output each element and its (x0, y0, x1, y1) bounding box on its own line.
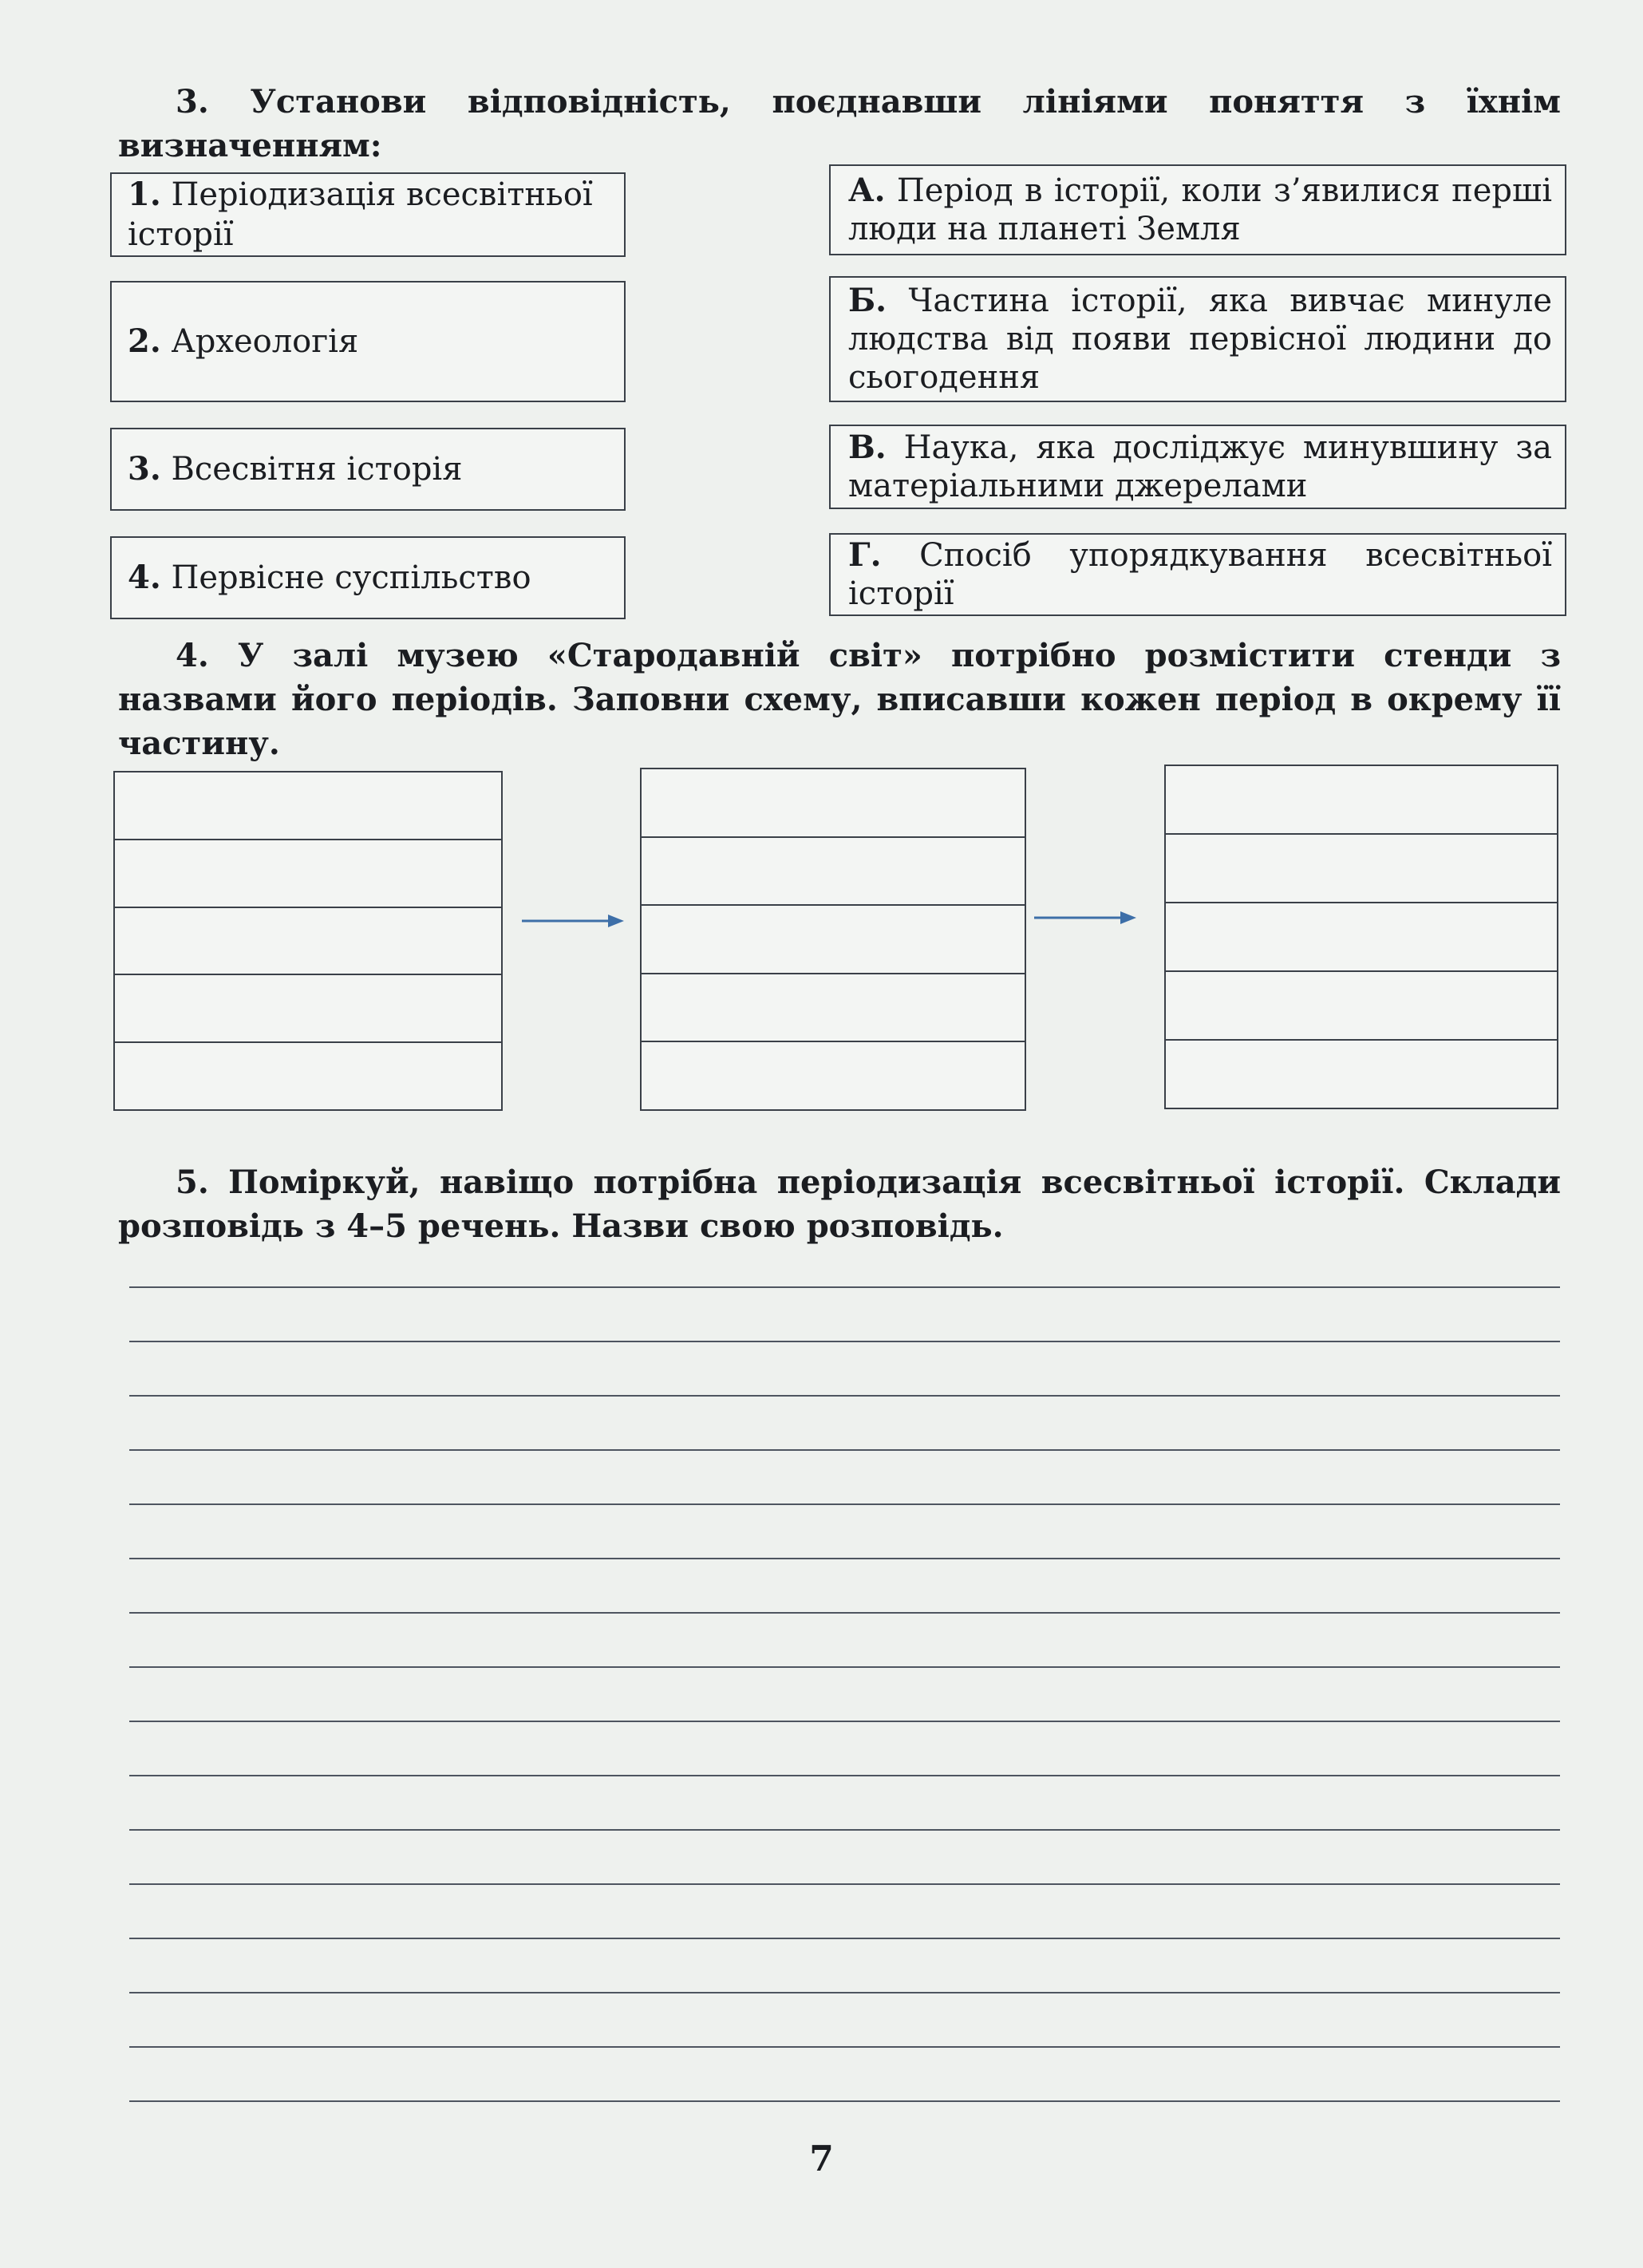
definition-box-g[interactable] (829, 533, 1566, 616)
period-field[interactable] (115, 908, 501, 976)
period-field[interactable] (115, 1043, 501, 1109)
writing-line[interactable] (129, 1721, 1560, 1722)
writing-line[interactable] (129, 2046, 1560, 2048)
task-4-number: 4. (176, 637, 209, 674)
concept-2-label: Археологія (171, 323, 359, 360)
concept-3-number: 3. (128, 450, 161, 488)
task-3-text: Установи відповідність, поєднавши лініями поняття з їхнім визначенням: (118, 83, 1561, 164)
task-5-instruction (118, 1160, 1561, 1248)
writing-line[interactable] (129, 1449, 1560, 1451)
writing-line[interactable] (129, 2100, 1560, 2102)
task-3-number: 3. (176, 83, 209, 121)
period-scheme-1 (113, 771, 503, 1111)
definition-box-v[interactable] (829, 425, 1566, 509)
writing-line[interactable] (129, 1775, 1560, 1776)
definition-a-text: Період в історії, коли з’явилися перші люди на планеті Земля (848, 172, 1553, 247)
period-field[interactable] (642, 974, 1025, 1043)
period-field[interactable] (1166, 972, 1557, 1041)
period-field[interactable] (115, 772, 501, 840)
definition-b-text: Частина історії, яка вивчає минуле людства від появи первісної людини до сьогодення (848, 283, 1553, 396)
concept-2-number: 2. (128, 322, 161, 360)
task-5-number: 5. (176, 1164, 209, 1201)
period-field[interactable] (642, 1042, 1025, 1109)
period-field[interactable] (1166, 1041, 1557, 1108)
period-scheme-2 (640, 768, 1026, 1111)
definition-b-letter: Б. (848, 282, 887, 319)
writing-line[interactable] (129, 1938, 1560, 1939)
concept-4-label: Первісне суспільство (171, 559, 531, 596)
arrow-right-icon (1034, 908, 1138, 927)
writing-line[interactable] (129, 1992, 1560, 1993)
period-field[interactable] (115, 975, 501, 1043)
concept-box-3[interactable] (110, 428, 626, 511)
definition-g-text: Спосіб упорядкування всесвітньої історії (848, 537, 1552, 612)
writing-line[interactable] (129, 1558, 1560, 1559)
period-field[interactable] (642, 838, 1025, 907)
period-field[interactable] (642, 769, 1025, 838)
writing-line[interactable] (129, 1883, 1560, 1885)
task-5-text: Поміркуй, навіщо потрібна періодизація всесвітньої історії. Склади розповідь з 4–5 речень. Назви свою розповідь. (118, 1164, 1561, 1245)
concept-box-2[interactable] (110, 281, 626, 402)
writing-line[interactable] (129, 1666, 1560, 1668)
definition-v-letter: В. (848, 429, 887, 466)
concept-3-label: Всесвітня історія (171, 451, 463, 488)
concept-box-1[interactable] (110, 172, 626, 257)
period-field[interactable] (115, 840, 501, 908)
period-scheme-3 (1164, 765, 1558, 1109)
task-3-instruction (118, 80, 1561, 168)
period-field[interactable] (1166, 766, 1557, 835)
writing-line[interactable] (129, 1395, 1560, 1397)
concept-1-number: 1. (128, 176, 161, 213)
concept-1-label: Періодизація всесвітньої історії (128, 176, 593, 253)
period-field[interactable] (1166, 835, 1557, 903)
writing-line[interactable] (129, 1286, 1560, 1288)
concept-4-number: 4. (128, 559, 161, 596)
task-4-instruction (118, 634, 1561, 765)
writing-line[interactable] (129, 1503, 1560, 1505)
writing-line[interactable] (129, 1612, 1560, 1614)
period-field[interactable] (1166, 903, 1557, 972)
task-4-text: У залі музею «Стародавній світ» потрібно розмістити стенди з назвами його періодів. Заповни схему, вписавши кожен період в окрему її частину. (118, 637, 1561, 762)
definition-box-a[interactable] (829, 164, 1566, 255)
definition-box-b[interactable] (829, 276, 1566, 402)
definition-v-text: Наука, яка досліджує минувшину за матеріальними джерелами (848, 429, 1552, 504)
concept-box-4[interactable] (110, 536, 626, 619)
period-field[interactable] (642, 906, 1025, 974)
definition-g-letter: Г. (848, 536, 882, 574)
arrow-right-icon (522, 911, 626, 931)
writing-line[interactable] (129, 1341, 1560, 1342)
writing-line[interactable] (129, 1829, 1560, 1831)
page-number: 7 (809, 2139, 834, 2179)
definition-a-letter: А. (848, 172, 886, 209)
